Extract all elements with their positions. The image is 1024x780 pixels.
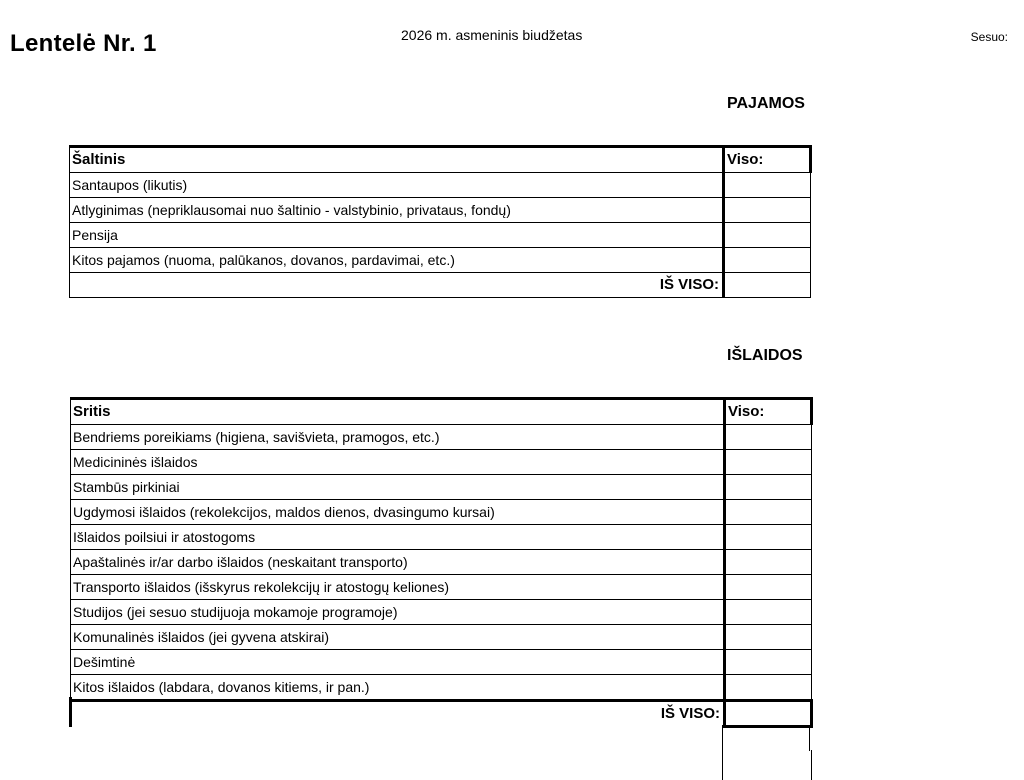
expenses-heading: IŠLAIDOS — [727, 347, 803, 364]
expense-row-value-cell[interactable] — [725, 650, 812, 675]
expense-row — [71, 475, 812, 500]
expense-row-label: Ugdymosi išlaidos (rekolekcijos, maldos dienos, dvasingumo kursai) — [71, 500, 725, 525]
expense-row — [71, 575, 812, 600]
extra-value-cell-lower — [722, 750, 812, 780]
expense-row-value-cell[interactable] — [725, 625, 812, 650]
expense-row-label: Apaštalinės ir/ar darbo išlaidos (neskaitant transporto) — [71, 550, 725, 575]
expense-row-label: Kitos išlaidos (labdara, dovanos kitiems, ir pan.) — [71, 675, 725, 701]
income-row-label: Pensija — [70, 223, 724, 248]
expense-row-value-cell[interactable] — [725, 475, 812, 500]
income-row-value-cell[interactable] — [724, 173, 811, 198]
income-total-value-cell[interactable] — [724, 273, 811, 298]
extra-value-cell — [722, 725, 810, 751]
expenses-total-label: IŠ VISO: — [71, 701, 725, 727]
expense-row-label: Išlaidos poilsiui ir atostogoms — [71, 525, 725, 550]
expenses-area-column-header: Sritis — [71, 399, 725, 425]
expense-row-value-cell[interactable] — [725, 600, 812, 625]
expense-row-label: Komunalinės išlaidos (jei gyvena atskirai) — [71, 625, 725, 650]
expenses-total-row — [71, 701, 812, 727]
income-header-row — [70, 147, 811, 173]
income-row-other — [70, 248, 811, 273]
income-heading: PAJAMOS — [727, 95, 805, 112]
income-row-savings — [70, 173, 811, 198]
income-table — [69, 145, 812, 298]
expense-row-label: Transporto išlaidos (išskyrus rekolekcijų ir atostogų keliones) — [71, 575, 725, 600]
income-row-salary — [70, 198, 811, 223]
income-row-label: Santaupos (likutis) — [70, 173, 724, 198]
income-row-value-cell[interactable] — [724, 248, 811, 273]
expense-row-label: Bendriems poreikiams (higiena, savišvieta, pramogos, etc.) — [71, 425, 725, 450]
expense-row — [71, 425, 812, 450]
expenses-total-column-header: Viso: — [725, 399, 812, 425]
budget-title: 2026 m. asmeninis biudžetas — [401, 27, 583, 43]
expense-row-label: Studijos (jei sesuo studijuoja mokamoje programoje) — [71, 600, 725, 625]
expense-row — [71, 550, 812, 575]
expense-row — [71, 625, 812, 650]
document-title: Lentelė Nr. 1 — [10, 30, 157, 57]
income-source-column-header: Šaltinis — [70, 147, 724, 173]
income-row-pension — [70, 223, 811, 248]
expense-row-value-cell[interactable] — [725, 500, 812, 525]
expense-row — [71, 600, 812, 625]
income-total-column-header: Viso: — [724, 147, 811, 173]
income-row-value-cell[interactable] — [724, 223, 811, 248]
expense-row-label: Dešimtinė — [71, 650, 725, 675]
income-total-row — [70, 273, 811, 298]
income-total-label: IŠ VISO: — [70, 273, 724, 298]
table-border-fragment — [69, 697, 72, 725]
expenses-header-row — [71, 399, 812, 425]
expense-row-label: Stambūs pirkiniai — [71, 475, 725, 500]
expense-row — [71, 525, 812, 550]
expense-row-value-cell[interactable] — [725, 525, 812, 550]
expense-row — [71, 500, 812, 525]
expense-row — [71, 650, 812, 675]
expense-row-value-cell[interactable] — [725, 450, 812, 475]
expense-row — [71, 450, 812, 475]
sister-name-label: Sesuo: — [970, 30, 1008, 44]
income-row-value-cell[interactable] — [724, 198, 811, 223]
expenses-table — [69, 397, 813, 728]
expense-row-value-cell[interactable] — [725, 425, 812, 450]
expenses-total-value-cell[interactable] — [725, 701, 812, 727]
expense-row — [71, 675, 812, 701]
expense-row-value-cell[interactable] — [725, 575, 812, 600]
income-row-label: Atlyginimas (nepriklausomai nuo šaltinio - valstybinio, privataus, fondų) — [70, 198, 724, 223]
expense-row-label: Medicininės išlaidos — [71, 450, 725, 475]
expense-row-value-cell[interactable] — [725, 675, 812, 701]
expense-row-value-cell[interactable] — [725, 550, 812, 575]
income-row-label: Kitos pajamos (nuoma, palūkanos, dovanos, pardavimai, etc.) — [70, 248, 724, 273]
